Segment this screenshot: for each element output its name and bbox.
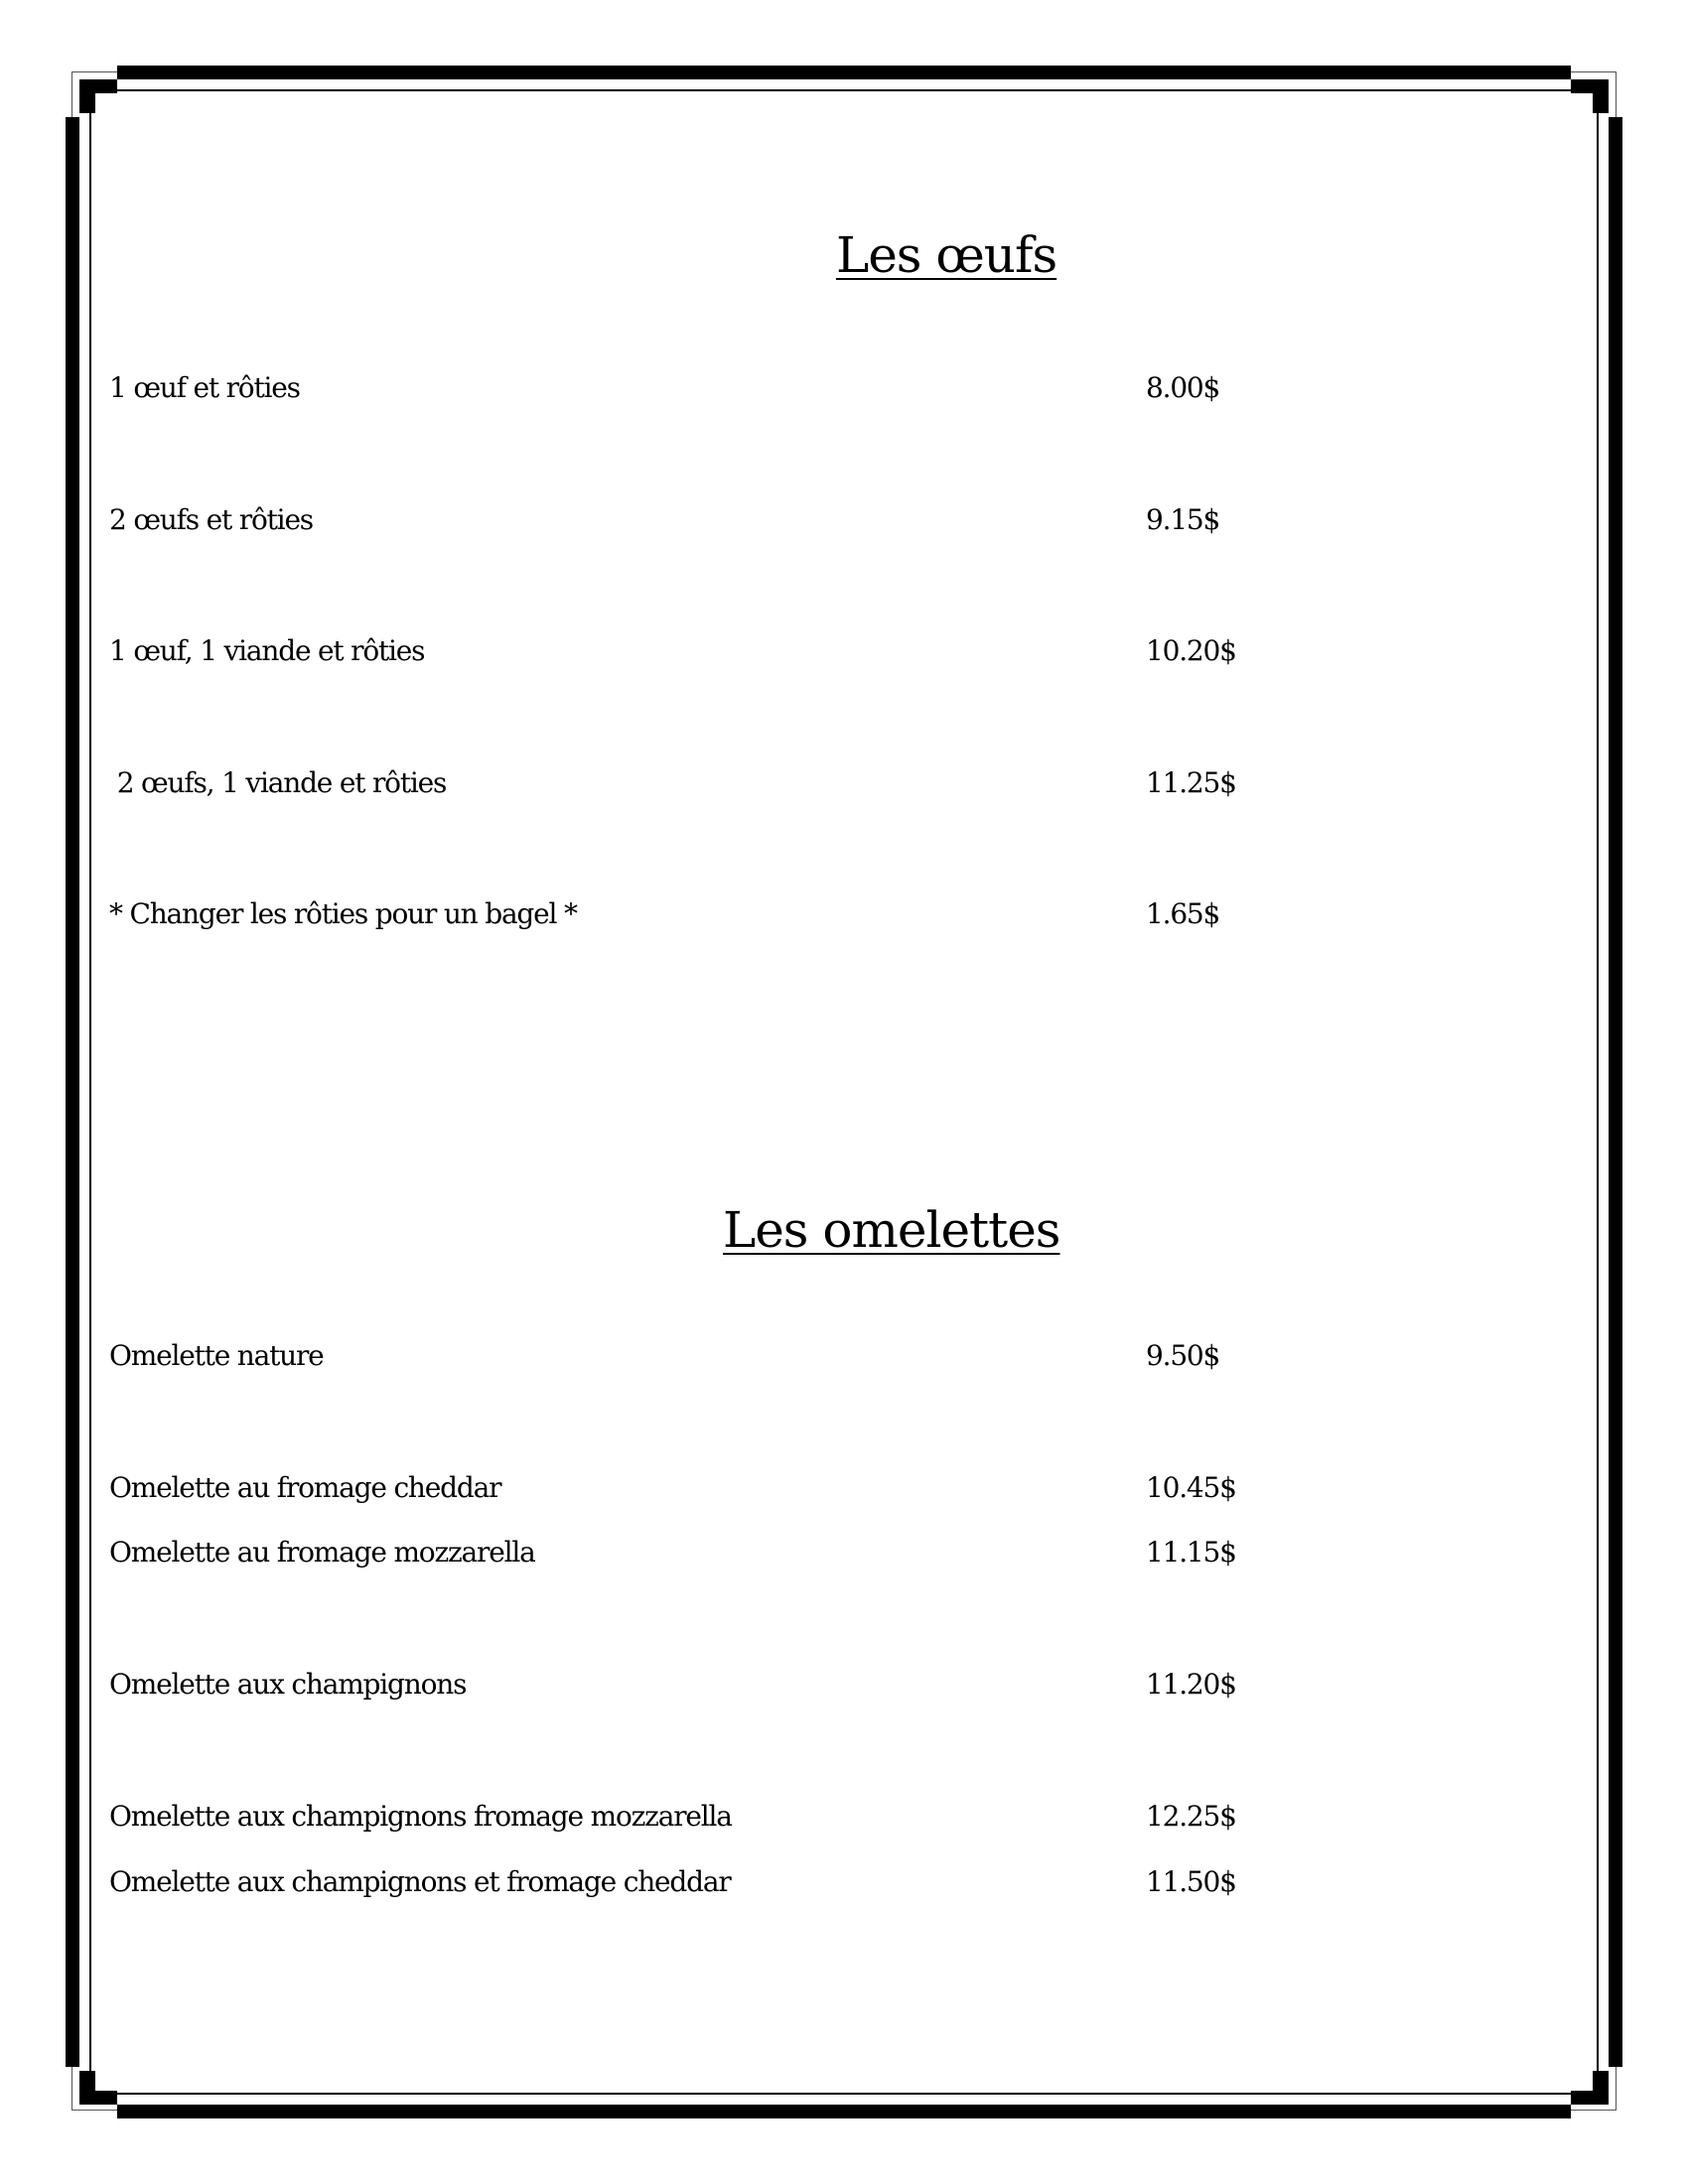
item-name: Omelette au fromage mozzarella: [109, 1536, 535, 1569]
item-name: 1 œuf et rôties: [109, 371, 300, 404]
item-price: 10.45$: [1146, 1471, 1236, 1504]
item-name: Omelette au fromage cheddar: [109, 1471, 501, 1504]
frame-left-bar: [66, 117, 79, 2067]
item-price: 11.50$: [1146, 1865, 1236, 1898]
item-name: 1 œuf, 1 viande et rôties: [109, 634, 425, 667]
item-price: 11.20$: [1146, 1668, 1236, 1701]
menu-item: [109, 897, 1559, 937]
menu-item: [109, 766, 1559, 806]
frame-corner-top-left-h: [79, 79, 117, 93]
item-price: 8.00$: [1146, 371, 1220, 404]
menu-item: [109, 1339, 1559, 1379]
item-name: Omelette aux champignons fromage mozzarella: [109, 1800, 732, 1833]
item-price: 10.20$: [1146, 634, 1236, 667]
menu-item: [109, 1536, 1559, 1575]
frame-corner-bottom-right-h: [1571, 2091, 1609, 2105]
menu-item: [109, 371, 1559, 411]
item-price: 9.15$: [1146, 503, 1220, 536]
frame-top-bar: [117, 66, 1571, 79]
menu-item: [109, 1471, 1559, 1511]
item-name: Omelette aux champignons: [109, 1668, 467, 1701]
menu-item: [109, 1800, 1559, 1840]
section-title-oeufs: Les œufs: [836, 226, 1057, 284]
item-price: 11.25$: [1146, 766, 1236, 799]
frame-right-bar: [1609, 117, 1622, 2067]
frame-corner-bottom-left-h: [79, 2091, 117, 2105]
menu-item: [109, 634, 1559, 674]
item-name: Omelette nature: [109, 1339, 324, 1372]
item-price: 1.65$: [1146, 897, 1220, 930]
item-name: * Changer les rôties pour un bagel *: [109, 897, 577, 930]
item-price: 9.50$: [1146, 1339, 1220, 1372]
section-title-omelettes: Les omelettes: [723, 1201, 1060, 1259]
item-name: 2 œufs et rôties: [109, 503, 313, 536]
menu-item: [109, 1865, 1559, 1905]
item-name: Omelette aux champignons et fromage cheddar: [109, 1865, 731, 1898]
menu-item: [109, 503, 1559, 543]
item-price: 11.15$: [1146, 1536, 1236, 1569]
frame-corner-top-right-h: [1571, 79, 1609, 93]
item-price: 12.25$: [1146, 1800, 1236, 1833]
frame-bottom-bar: [117, 2105, 1571, 2118]
item-name: 2 œufs, 1 viande et rôties: [109, 766, 447, 799]
menu-item: [109, 1668, 1559, 1707]
